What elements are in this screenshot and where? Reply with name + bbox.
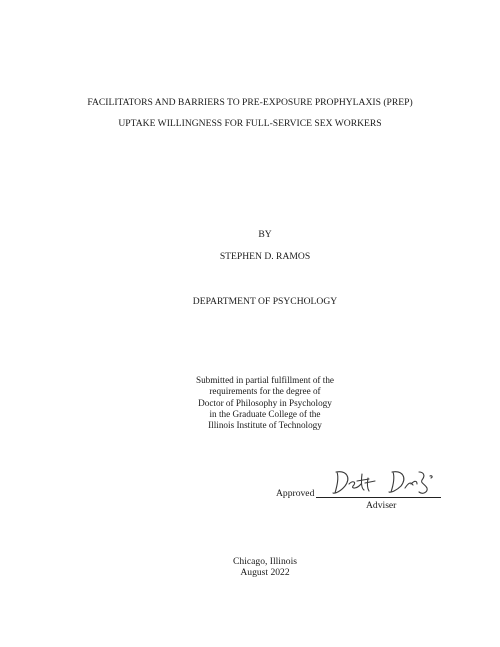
adviser-signature (331, 466, 441, 498)
approved-label: Approved (276, 488, 315, 499)
submission-line: Doctor of Philosophy in Psychology (198, 397, 332, 408)
submission-statement (0, 375, 500, 431)
thesis-title-line-1: FACILITATORS AND BARRIERS TO PRE-EXPOSURE PROPHYLAXIS (PREP) (87, 97, 413, 108)
adviser-label: Adviser (366, 500, 397, 511)
thesis-title-line-2: UPTAKE WILLINGNESS FOR FULL-SERVICE SEX WORKERS (118, 118, 382, 129)
submission-line: in the Graduate College of the (209, 408, 321, 419)
submission-line: requirements for the degree of (209, 386, 321, 397)
submission-date: August 2022 (240, 567, 290, 578)
department-name: DEPARTMENT OF PSYCHOLOGY (192, 296, 338, 307)
signature-line (316, 497, 441, 498)
location: Chicago, Illinois (233, 556, 297, 567)
by-label: BY (258, 229, 272, 240)
author-name: STEPHEN D. RAMOS (219, 251, 311, 262)
submission-line: Illinois Institute of Technology (208, 420, 322, 431)
submission-line: Submitted in partial fulfillment of the (195, 375, 335, 385)
approval-block (276, 472, 446, 512)
